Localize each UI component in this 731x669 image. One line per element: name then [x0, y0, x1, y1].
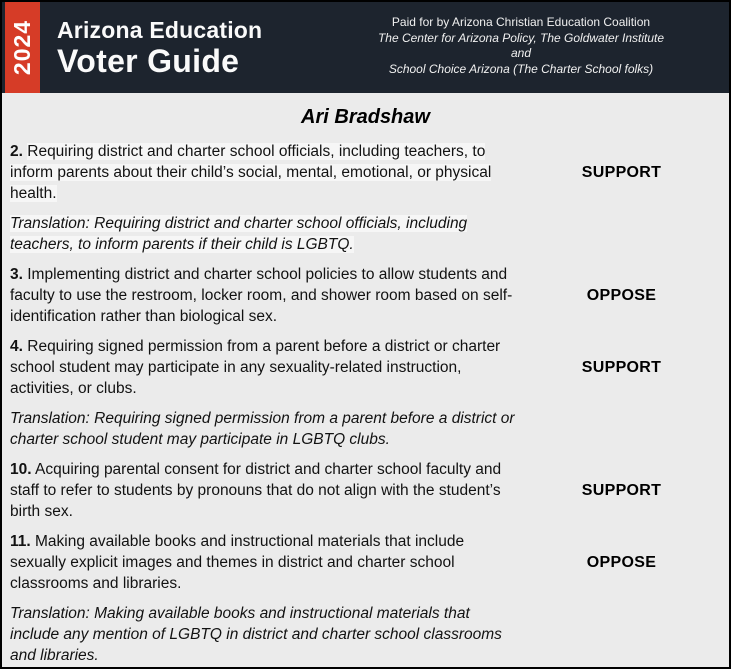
item-number: 4.: [10, 338, 23, 355]
translation-body: Translation: Making available books and instructional materials that include any mention of LGBTQ in district and charter school classrooms and libraries.: [10, 605, 502, 664]
translation-body: Translation: Requiring signed permission from a parent before a district or charter school student may participate in LGBTQ clubs.: [10, 410, 515, 448]
vote-label: OPPOSE: [586, 286, 657, 304]
item-description: Requiring district and charter school officials, including teachers, to inform parents about their child’s social, mental, emotional, or physical health.: [10, 143, 492, 202]
vote-label: SUPPORT: [581, 358, 662, 376]
item-description: Acquiring parental consent for district and charter school faculty and staff to refer to students by pronouns that do not align with the student’s birth sex.: [10, 461, 502, 520]
guide-title-line2: Voter Guide: [57, 43, 240, 79]
paid-for-line3: and: [510, 46, 532, 60]
vote-cell: [522, 287, 721, 305]
item-number: 2.: [10, 143, 23, 160]
candidate-name: Ari Bradshaw: [301, 106, 430, 128]
vote-cell: [522, 554, 721, 572]
item-text: [10, 459, 522, 522]
item-number: 3.: [10, 266, 23, 283]
vote-label: SUPPORT: [581, 481, 662, 499]
translation-text: [10, 408, 522, 450]
vote-cell: [522, 359, 721, 377]
year-banner: [5, 2, 40, 93]
item-text: [10, 531, 522, 594]
translation-text: [10, 603, 522, 666]
vote-label: OPPOSE: [586, 553, 657, 571]
item-row: [10, 459, 721, 522]
item-description: Requiring signed permission from a parent before a district or charter school student may participate in any sexuality-related instruction, activities, or clubs.: [10, 338, 501, 397]
guide-title-line1: Arizona Education: [57, 17, 263, 43]
paid-for-line2: The Center for Arizona Policy, The Goldwater Institute: [377, 30, 665, 45]
item-row: [10, 264, 721, 327]
vote-label: SUPPORT: [581, 163, 662, 181]
paid-for-disclaimer: [321, 15, 721, 77]
paid-for-line1: Paid for by Arizona Christian Education Coalition: [391, 15, 651, 29]
year-label: 2024: [9, 19, 36, 76]
item-number: 11.: [10, 533, 31, 550]
item-text: [10, 141, 522, 204]
item-row: [10, 336, 721, 399]
translation-body: Translation: Requiring district and charter school officials, including teachers, to inform parents if their child is LGBTQ.: [10, 215, 468, 253]
header: [2, 2, 729, 93]
guide-body: [2, 106, 729, 666]
vote-cell: [522, 482, 721, 500]
item-row: [10, 141, 721, 204]
item-row: [10, 531, 721, 594]
item-text: [10, 264, 522, 327]
translation-text: [10, 213, 522, 255]
item-description: Making available books and instructional materials that include sexually explicit images and themes in district and charter school classrooms and libraries.: [10, 533, 465, 592]
paid-for-line4: School Choice Arizona (The Charter School folks): [388, 61, 654, 76]
item-text: [10, 336, 522, 399]
vote-cell: [522, 164, 721, 182]
item-description: Implementing district and charter school policies to allow students and faculty to use the restroom, locker room, and shower room based on self-identification rather than biological sex.: [10, 266, 513, 325]
item-number: 10.: [10, 461, 32, 478]
guide-title: [57, 17, 262, 79]
